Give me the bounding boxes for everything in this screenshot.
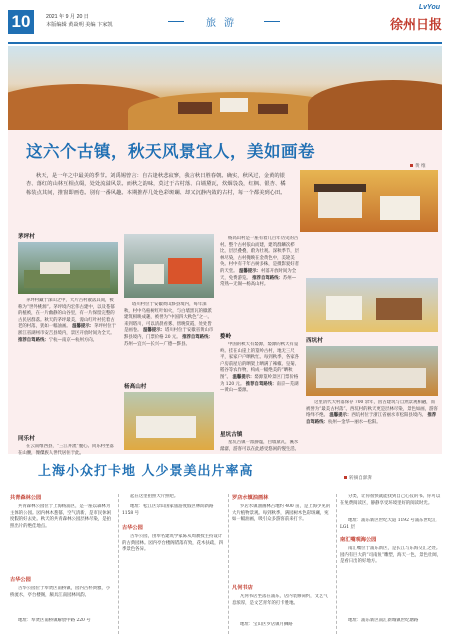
photo-yangshan <box>124 392 214 450</box>
spot-title-gongqing: 共青森林公园 <box>10 495 42 501</box>
spot-title-fanhe: 凡何书店 <box>232 585 253 591</box>
town-title-tongli: 同乐村 <box>18 436 35 442</box>
bottom-byline: 转摘自澎湃 <box>344 476 372 483</box>
feature-article <box>8 46 442 454</box>
page-header <box>0 0 450 46</box>
column-divider <box>118 494 119 634</box>
spot-text-gongqing: 共青森林公园位于上海杨浦区，是一座以森林为主体的公园。园内林木葱郁，空气清新，是市民休闲度假的好去处。秋天的共青森林公园层林尽染，是拍照出片的绝佳地点。 <box>10 504 111 530</box>
spot-text-guhua: 古华公园位于奉贤区南桥镇，园内古朴典雅，小桥流水，亭台楼阁，颇具江南园林风韵。 <box>10 586 111 598</box>
town-title-jingxian: 婺岭 <box>220 334 232 340</box>
column-divider <box>228 494 229 634</box>
text-jingxian: 中国的秋天有婺源，婺源的秋天有篁岭。挂在山崖上的篁岭古村，地无三尺平，家家户户晒秋忙。每到秋季，各家各户房前屋后的晒架上晒满了辣椒、皇菊、稻谷等农作物，构成一幅绝美的“晒秋图”。 温馨提示：婺源篁岭景区门票价格为 120 元。 推荐自驾路线：南京—芜湖—黄山—婺源。 <box>220 342 300 394</box>
photo-xinye <box>306 346 438 396</box>
section-title: 旅游 <box>180 14 268 29</box>
feature-byline: 黄 维 <box>410 164 426 171</box>
spot-text-continued: 起在这里拍照大片照吧。 <box>130 494 179 499</box>
text-xinye: 这里清代大村落保存 700 余年，因古建筑与自然景观相融，而被誉为“最美古村落”。西坑村的秋天更是层林尽染，景色如画，游客络绎不绝。 温馨提示：西坑村位于浙江省丽水市松阳县境内。 推荐自驾路线：杭州—金华—丽水—松阳。 <box>306 400 438 425</box>
spot-title-luodian: 罗店水镇油画林 <box>232 495 269 501</box>
header-rule <box>8 42 442 44</box>
column-divider <box>336 494 337 634</box>
town-title-maopin: 茅坪村 <box>18 234 35 240</box>
photo-xinye-middle <box>306 278 438 332</box>
spot-address-guhua: 地址：奉贤区南桥镇解放中路 220 号 <box>18 618 91 623</box>
spot-text-guhua-2: 古华公园，由奉名建筑学家陈从周教授主持设计的古典园林。园内亭台楼阁错落有致，花木扶疏，四季景色各异。 <box>122 534 223 553</box>
photo-maopin <box>18 242 118 294</box>
text-tachuan: 塔川村位于安徽黄山黟县境内，每年深秋，村中乌桕树红叶如火，与白墙黑瓦的徽派建筑相映成趣，被誉为“中国四大秋色”之一。来到塔川，可以清晨看雾、傍晚赏霞，处处皆是画卷。 温馨提示：塔川村位于安徽省黄山市黟县境内，门票价格 20 元。 推荐自驾路线：苏州—宜兴—长兴—广德—黟县。 <box>124 302 214 347</box>
spot-text-nanhui: 南汇嘴位于浦东新区，是长江与东海交汇之处。园内有巨大的“司南鱼”雕塑，海天一色，景色壮阔，是看日出的好地方。 <box>340 546 442 565</box>
section-brand: LvYou <box>418 4 440 11</box>
text-yangshan: 杨高山村是一座有着几百年历史的古村。整个古村依山而建，建筑群鳞次栉比，层层叠叠，蔚为壮观。深秋季节，层林尽染，古村掩映在金黄色中，美轮美奂。村中有千年古树多株，是摄影爱好者的天堂。 温馨提示：村落开放时间为全天，免费游览。 推荐自驾路线：苏州—常熟—无锡—杨高山村。 <box>220 236 300 288</box>
bottom-headline: 上海小众打卡地 人少景美出片率高 <box>38 464 254 479</box>
photo-xinye-top <box>300 170 438 232</box>
photo-tachuan <box>124 234 214 298</box>
text-tongli: 在云南维西县，“三江并流”腹心。同乐村坐落在山腰，傈僳族人世代居住于此。 <box>18 444 114 456</box>
town-title-xinye: 西坑村 <box>306 338 323 344</box>
page-number: 10 <box>8 10 34 34</box>
text-xingyun: 星坑古镇一派静谧，白墙黛瓦，溪水潺潺，游客可以在此感受悠闲的慢生活。 <box>220 440 300 452</box>
feature-lead: 秋天，是一年之中最美的季节。刘禹锡曾言：自古逢秋悲寂寥，我言秋日胜春朝。确实，秋风过，金黄的银杏、落红的山林互相点缀，处处流溢风景。而秋之韵味，莫过于古村落、白墙黛瓦，炊烟袅袅，红枫、银杏、橘栋装点其间，推窗即画卷。别有一番风趣。本期推荐几处色彩斑斓、却又沉静内敛的古村，每一个都美到心田。 <box>26 173 286 196</box>
paper-logo: 徐州日报 <box>389 18 442 33</box>
town-title-yangshan: 杨高山村 <box>124 384 147 390</box>
banner-image <box>8 46 442 130</box>
spot-address-luodian: 地址：宝山区罗店镇月狮路 <box>240 622 293 627</box>
editors-line: 本版编辑 黄焱明 美编 卞家凯 <box>46 22 113 29</box>
spot-address-fanhe: 地址：浦东新区世纪大道 1192 号浦东世纪汇 LG1 层 <box>340 518 437 530</box>
spot-title-nanhui: 南汇嘴观海公园 <box>340 537 377 543</box>
issue-date: 2021 年 9 月 20 日 <box>46 14 89 20</box>
spot-title-guhua: 古华公园 <box>10 577 31 583</box>
spot-title-guhua-2: 古华公园 <box>122 525 143 531</box>
text-maopin: 茅坪村藏于深山之中，大片古村散落其间，被称为“世外桃源”。茅坪境内宏伟古建中，以及苍郁的植被，在一片幽静的山谷里，有一片保留完整的古民居群落。秋天的茅坪最美，漫山红叶衬托着古老的村落，犹如一幅油画。 温馨提示：茅坪村位于浙江省湖州市安吉县境内，景区开放时间为全天。 推荐自驾路线：宁杭—南京—杭州方向。 <box>18 298 117 343</box>
spot-text-fanhe-continued: 分类，让你很快就能找到自己心仪的书。你可以在免费阅读区，静静享受环境里好的阅读时光。 <box>340 494 441 506</box>
town-title-xingyun: 星坑古镇 <box>220 432 243 438</box>
spot-text-luodian: 罗店水镇油画林占地约 400 亩，是上海少见的大片植物景观。每到秋季，满园树木色彩斑斓，宛如一幅油画，吸引众多游客前来打卡。 <box>232 504 331 523</box>
spot-address-nanhui: 地址：浦东新区南汇新城镇世纪塘路 <box>348 618 419 623</box>
issue-info <box>46 13 113 29</box>
feature-headline: 这六个古镇，秋天风景宜人，美如画卷 <box>26 142 315 161</box>
spot-address-sheshan: 地址：松江区佘山国家旅游度假区林荫新路 1158 号 <box>122 504 214 516</box>
spot-text-fanhe: 凡何书店坐落在浦东，店内装修简约，文艺气息浓厚，是文艺青年的打卡胜地。 <box>232 594 328 606</box>
